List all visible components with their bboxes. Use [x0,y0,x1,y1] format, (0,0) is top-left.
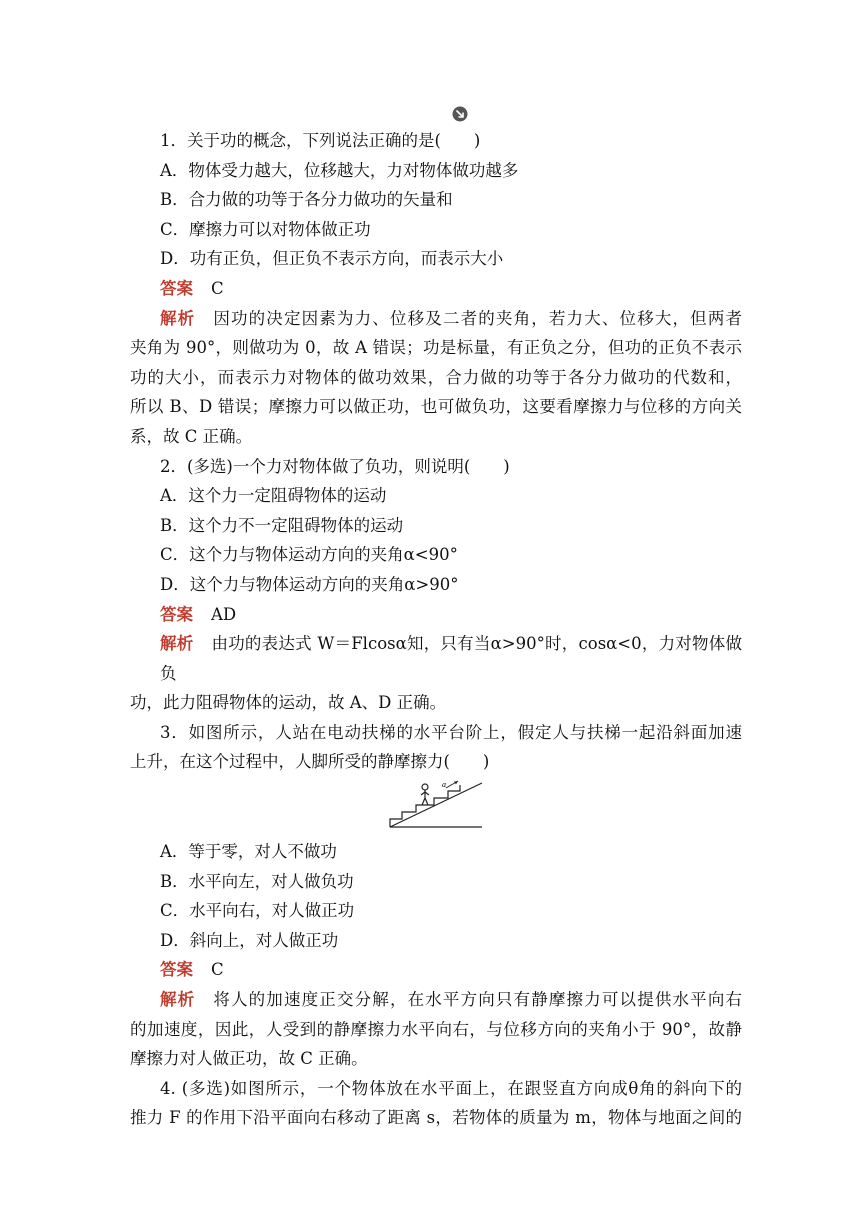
q2-option-a: A．这个力一定阻碍物体的运动 [160,486,387,506]
answer-value: AD [211,604,237,624]
q2-option-d: D．这个力与物体运动方向的夹角α>90° [160,574,459,594]
q2-option-c: C．这个力与物体运动方向的夹角α<90° [160,545,458,565]
q3-analysis-line-1 [130,985,742,1015]
answer-label: 答案 [160,278,193,298]
q2-analysis-line-2: 功，此力阻碍物体的运动，故 A、D 正确。 [130,693,447,713]
q2-analysis-line-1 [130,629,742,688]
q3-analysis-line-2: 的加速度，因此，人受到的静摩擦力水平向右，与位移方向的夹角小于 90°，故静 [130,1019,742,1039]
analysis-text: 将人的加速度正交分解，在水平方向只有静摩擦力可以提供水平向右 [213,990,743,1010]
q2-answer [130,600,742,630]
document-body [130,126,742,1133]
q4-stem-line-1: 4. (多选)如图所示，一个物体放在水平面上，在跟竖直方向成θ角的斜向下的 [160,1078,742,1098]
q2-option-b: B．这个力不一定阻碍物体的运动 [160,515,404,535]
analysis-label: 解析 [160,990,196,1010]
q1-analysis-line-4: 所以 B、D 错误；摩擦力可以做正功，也可做负功，这要看摩擦力与位移的方向关 [130,397,742,417]
q1-option-d: D．功有正负，但正负不表示方向，而表示大小 [160,249,504,269]
q1-option-a: A．物体受力越大，位移越大，力对物体做功越多 [160,160,519,180]
escalator-diagram [388,779,484,831]
q3-stem-line-1: 3．如图所示，人站在电动扶梯的水平台阶上，假定人与扶梯一起沿斜面加速 [160,722,742,742]
q1-analysis-line-1 [130,304,742,334]
q3-option-b: B．水平向左，对人做负功 [160,871,354,891]
acceleration-label: a [442,780,446,790]
answer-value: C [211,278,224,298]
q4-stem-line-2: 推力 F 的作用下沿平面向右移动了距离 s，若物体的质量为 m，物体与地面之间的 [130,1108,742,1128]
q3-option-d: D．斜向上，对人做正功 [160,930,339,950]
q3-option-c: C．水平向右，对人做正功 [160,901,355,921]
analysis-label: 解析 [160,634,194,654]
answer-label: 答案 [160,604,193,624]
q3-answer [130,955,742,985]
q1-option-c: C．摩擦力可以对物体做正功 [160,219,371,239]
q3-option-a: A．等于零，对人不做功 [160,842,337,862]
answer-value: C [211,960,224,980]
person-icon [421,784,429,805]
q3-stem-line-2: 上升，在这个过程中，人脚所受的静摩擦力( ) [130,752,490,772]
incline-line [390,783,482,827]
analysis-label: 解析 [160,308,196,328]
escalator-figure [130,779,742,831]
answer-label: 答案 [160,960,193,980]
q1-analysis-line-3: 功的大小，而表示力对物体的做功效果，合力做的功等于各分力做功的代数和， [130,367,742,387]
analysis-text: 由功的表达式 W＝Flcosα知，只有当α>90°时，cosα<0，力对物体做负 [160,634,742,683]
q1-answer [130,274,742,304]
page-marker-icon [452,106,468,122]
q2-stem: 2．(多选)一个力对物体做了负功，则说明( ) [160,456,510,476]
q1-analysis-line-2: 夹角为 90°，则做功为 0，故 A 错误；功是标量，有正负之分，但功的正负不表示 [130,338,742,358]
q1-option-b: B．合力做的功等于各分力做功的矢量和 [160,190,453,210]
analysis-text: 因功的决定因素为力、位移及二者的夹角，若力大、位移大，但两者 [213,308,743,328]
q1-stem: 1．关于功的概念，下列说法正确的是( ) [160,131,481,150]
q3-analysis-line-3: 摩擦力对人做正功，故 C 正确。 [130,1049,368,1069]
q1-analysis-line-5: 系，故 C 正确。 [130,426,253,446]
